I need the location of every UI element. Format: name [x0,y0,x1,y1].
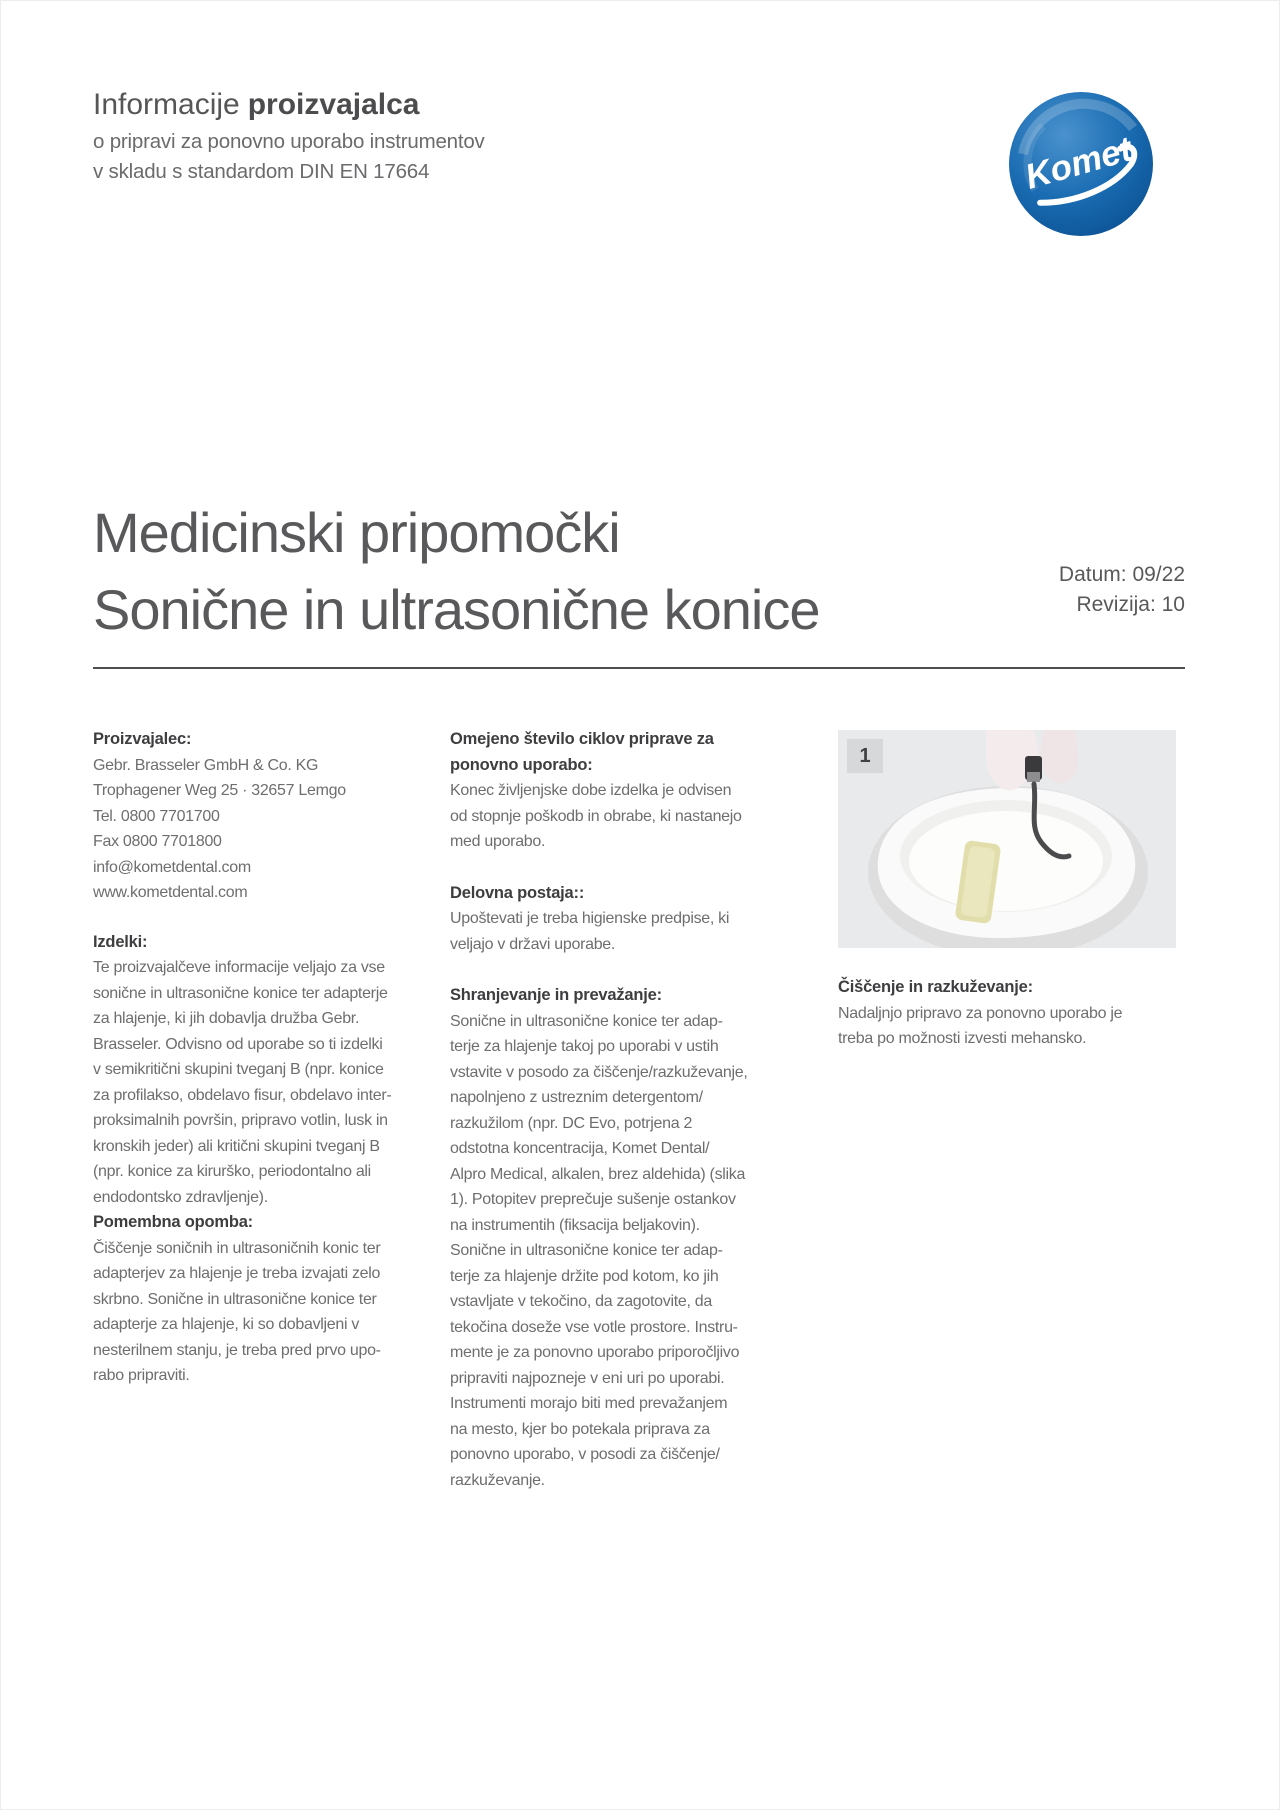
header-title [93,86,485,124]
page-title [93,494,819,648]
logo-wordmark: Komet [1020,129,1137,197]
cleaning-section [838,975,1185,1052]
storage-transport-body: Sonične in ultrasonične konice ter adap- terje za hlajenje takoj po uporabi v ustih vstavite v posodo za čiščenje/razkuževanje, napolnjeno z ustreznim detergentom/ razkužilom (npr. DC Evo, potrjena 2 odstotna koncentracija, Komet Dental/ Alpro Medical, alkalen, brez aldehida) (slika 1). Potopitev preprečuje sušenje ostankov na instrumentih (fiksacija beljakovin). Sonične in ultrasonične konice ter adap- terje za hlajenje držite pod kotom, ko jih vstavljate v tekočino, da zagotovite, da tekočina doseže vse votle prostore. Instru- mente je za ponovno uporabo priporočljivo pripraviti najpozneje v eni uri po uporabi. Instrumenti morajo biti med prevažanjem na mesto, kjer bo potekala priprava za ponovno uporabo, v posodi za čiščenje/ razkuževanje. [450,1012,748,1489]
photo-illustration [838,730,1176,948]
manufacturer-section [93,727,433,906]
cleaning-heading: Čiščenje in razkuževanje: [838,978,1033,996]
reuse-cycles-section [450,727,825,855]
column-instructions [450,727,825,1493]
reuse-cycles-body: Konec življenjske dobe izdelka je odvisen od stopnje poškodb in obrabe, ki nastanejo med uporabo. [450,782,742,850]
page-title-line1: Medicinski pripomočki [93,501,620,564]
products-section [93,930,433,1211]
cleaning-body: Nadaljnjo pripravo za ponovno uporabo je treba po možnosti izvesti mehansko. [838,1004,1123,1047]
doc-date: Datum: 09/22 [1058,563,1185,586]
divider [93,667,1185,669]
header [93,86,485,187]
instrument-band [1027,772,1040,782]
page-title-line2: Sonične in ultrasonične konice [93,578,820,641]
manufacturer-address: Gebr. Brasseler GmbH & Co. KG Trophagener Weg 25 · 32657 Lemgo Tel. 0800 7701700 Fax 0800 7701800 info@kometdental.com www.kometdental.com [93,756,346,901]
figure-photo [838,730,1176,948]
storage-transport-section [450,983,825,1493]
komet-logo-icon [1007,90,1155,238]
column-manufacturer [93,727,433,1389]
doc-meta [1059,560,1185,620]
column-figure [838,727,1185,1052]
bowl-inner [909,811,1103,911]
reuse-cycles-heading: Omejeno število ciklov priprave za ponovno uporabo: [450,730,714,774]
komet-logo [1007,90,1155,238]
storage-transport-heading: Shranjevanje in prevažanje: [450,986,662,1004]
header-title-regular: Informacije [93,88,240,121]
products-heading: Izdelki: [93,932,148,951]
important-note-body: Čiščenje soničnih in ultrasoničnih konic ter adapterjev za hlajenje je treba izvajati zelo skrbno. Sonične in ultrasonične konice ter adapterje za hlajenje, ki so dobavljeni v nesterilnem stanju, je treba pred prvo upo- rabo pripraviti. [93,1239,381,1384]
header-title-bold: proizvajalca [247,88,420,121]
manufacturer-heading: Proizvajalec: [93,730,192,748]
doc-revision: Revizija: 10 [1076,593,1185,616]
workstation-heading: Delovna postaja:: [450,883,585,902]
workstation-section [450,881,825,958]
products-body: Te proizvajalčeve informacije veljajo za vse sonične in ultrasonične konice ter adapterje za hlajenje, ki jih dobavlja družba Gebr. Brasseler. Odvisno od uporabe so ti izdelki v semikritični skupini tveganj B (npr. konice za profilakso, obdelavo fisur, obdelavo inter- proksimalnih površin, pripravo votlin, lusk in kronskih jeder) ali kritični skupini tveganj B (npr. konice za kirurško, periodontalno ali endodontsko zdravljenje). [93,959,392,1206]
header-subtitle: o pripravi za ponovno uporabo instrumentov v skladu s standardom DIN EN 17664 [93,130,485,183]
workstation-body: Upoštevati je treba higienske predpise, ki veljajo v državi uporabe. [450,910,730,953]
figure-number-badge: 1 [847,739,883,773]
important-note-heading: Pomembna opomba: [93,1213,253,1231]
important-note-section [93,1210,433,1389]
